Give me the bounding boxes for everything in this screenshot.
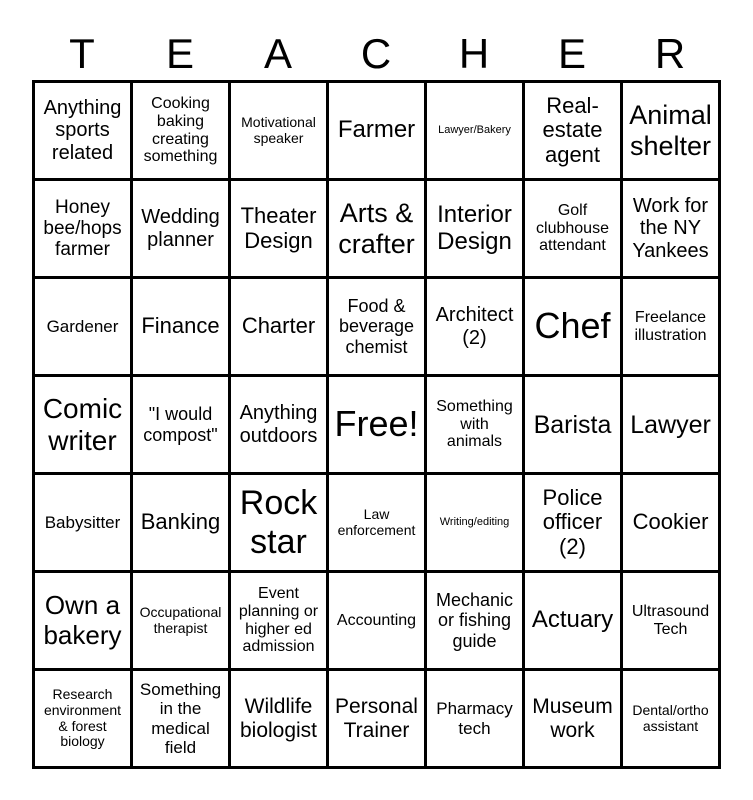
bingo-cell[interactable]: Law enforcement xyxy=(329,475,427,573)
header-letter: E xyxy=(557,30,586,77)
bingo-cell[interactable]: Wildlife biologist xyxy=(231,671,329,769)
bingo-cell[interactable]: Arts & crafter xyxy=(329,181,427,279)
bingo-cell[interactable]: Babysitter xyxy=(35,475,133,573)
bingo-cell[interactable]: Work for the NY Yankees xyxy=(623,181,721,279)
bingo-cell[interactable]: Comic writer xyxy=(35,377,133,475)
bingo-cell[interactable]: Wedding planner xyxy=(133,181,231,279)
bingo-cell[interactable]: Finance xyxy=(133,279,231,377)
header-letter: E xyxy=(165,30,194,77)
bingo-cell[interactable]: Motivational speaker xyxy=(231,83,329,181)
bingo-cell[interactable]: Accounting xyxy=(329,573,427,671)
bingo-cell[interactable]: Occupational therapist xyxy=(133,573,231,671)
bingo-cell[interactable]: Something in the medical field xyxy=(133,671,231,769)
bingo-cell[interactable]: Theater Design xyxy=(231,181,329,279)
bingo-cell[interactable]: Personal Trainer xyxy=(329,671,427,769)
header-letter: A xyxy=(263,30,292,77)
bingo-cell[interactable]: Animal shelter xyxy=(623,83,721,181)
bingo-cell[interactable]: Chef xyxy=(525,279,623,377)
bingo-cell[interactable]: Museum work xyxy=(525,671,623,769)
bingo-cell[interactable]: Interior Design xyxy=(427,181,525,279)
bingo-cell[interactable]: Charter xyxy=(231,279,329,377)
bingo-cell[interactable]: Golf clubhouse attendant xyxy=(525,181,623,279)
header-letter: H xyxy=(458,30,490,77)
header-letter: C xyxy=(360,30,392,77)
bingo-cell[interactable]: Anything outdoors xyxy=(231,377,329,475)
bingo-cell[interactable]: Barista xyxy=(525,377,623,475)
bingo-cell[interactable]: "I would compost" xyxy=(133,377,231,475)
bingo-cell[interactable]: Cookier xyxy=(623,475,721,573)
bingo-cell[interactable]: Actuary xyxy=(525,573,623,671)
bingo-cell[interactable]: Farmer xyxy=(329,83,427,181)
bingo-cell[interactable]: Mechanic or fishing guide xyxy=(427,573,525,671)
bingo-cell[interactable]: Architect (2) xyxy=(427,279,525,377)
header-letter: T xyxy=(69,30,95,77)
bingo-cell[interactable]: Something with animals xyxy=(427,377,525,475)
bingo-cell[interactable]: Pharmacy tech xyxy=(427,671,525,769)
bingo-cell[interactable]: Banking xyxy=(133,475,231,573)
bingo-cell[interactable]: Gardener xyxy=(35,279,133,377)
bingo-cell[interactable]: Research environment & forest biology xyxy=(35,671,133,769)
bingo-cell[interactable]: Free! xyxy=(329,377,427,475)
bingo-cell[interactable]: Freelance illustration xyxy=(623,279,721,377)
bingo-cell[interactable]: Ultrasound Tech xyxy=(623,573,721,671)
bingo-cell[interactable]: Dental/ortho assistant xyxy=(623,671,721,769)
bingo-cell[interactable]: Lawyer/Bakery xyxy=(427,83,525,181)
bingo-grid xyxy=(32,80,721,769)
bingo-cell[interactable]: Real-estate agent xyxy=(525,83,623,181)
bingo-cell[interactable]: Lawyer xyxy=(623,377,721,475)
bingo-cell[interactable]: Anything sports related xyxy=(35,83,133,181)
bingo-cell[interactable]: Writing/editing xyxy=(427,475,525,573)
bingo-header xyxy=(33,28,719,80)
bingo-cell[interactable]: Police officer (2) xyxy=(525,475,623,573)
header-letter: R xyxy=(654,30,686,77)
bingo-cell[interactable]: Cooking baking creating something xyxy=(133,83,231,181)
bingo-cell[interactable]: Own a bakery xyxy=(35,573,133,671)
bingo-cell[interactable]: Event planning or higher ed admission xyxy=(231,573,329,671)
bingo-cell[interactable]: Rock star xyxy=(231,475,329,573)
bingo-cell[interactable]: Food & beverage chemist xyxy=(329,279,427,377)
bingo-cell[interactable]: Honey bee/hops farmer xyxy=(35,181,133,279)
